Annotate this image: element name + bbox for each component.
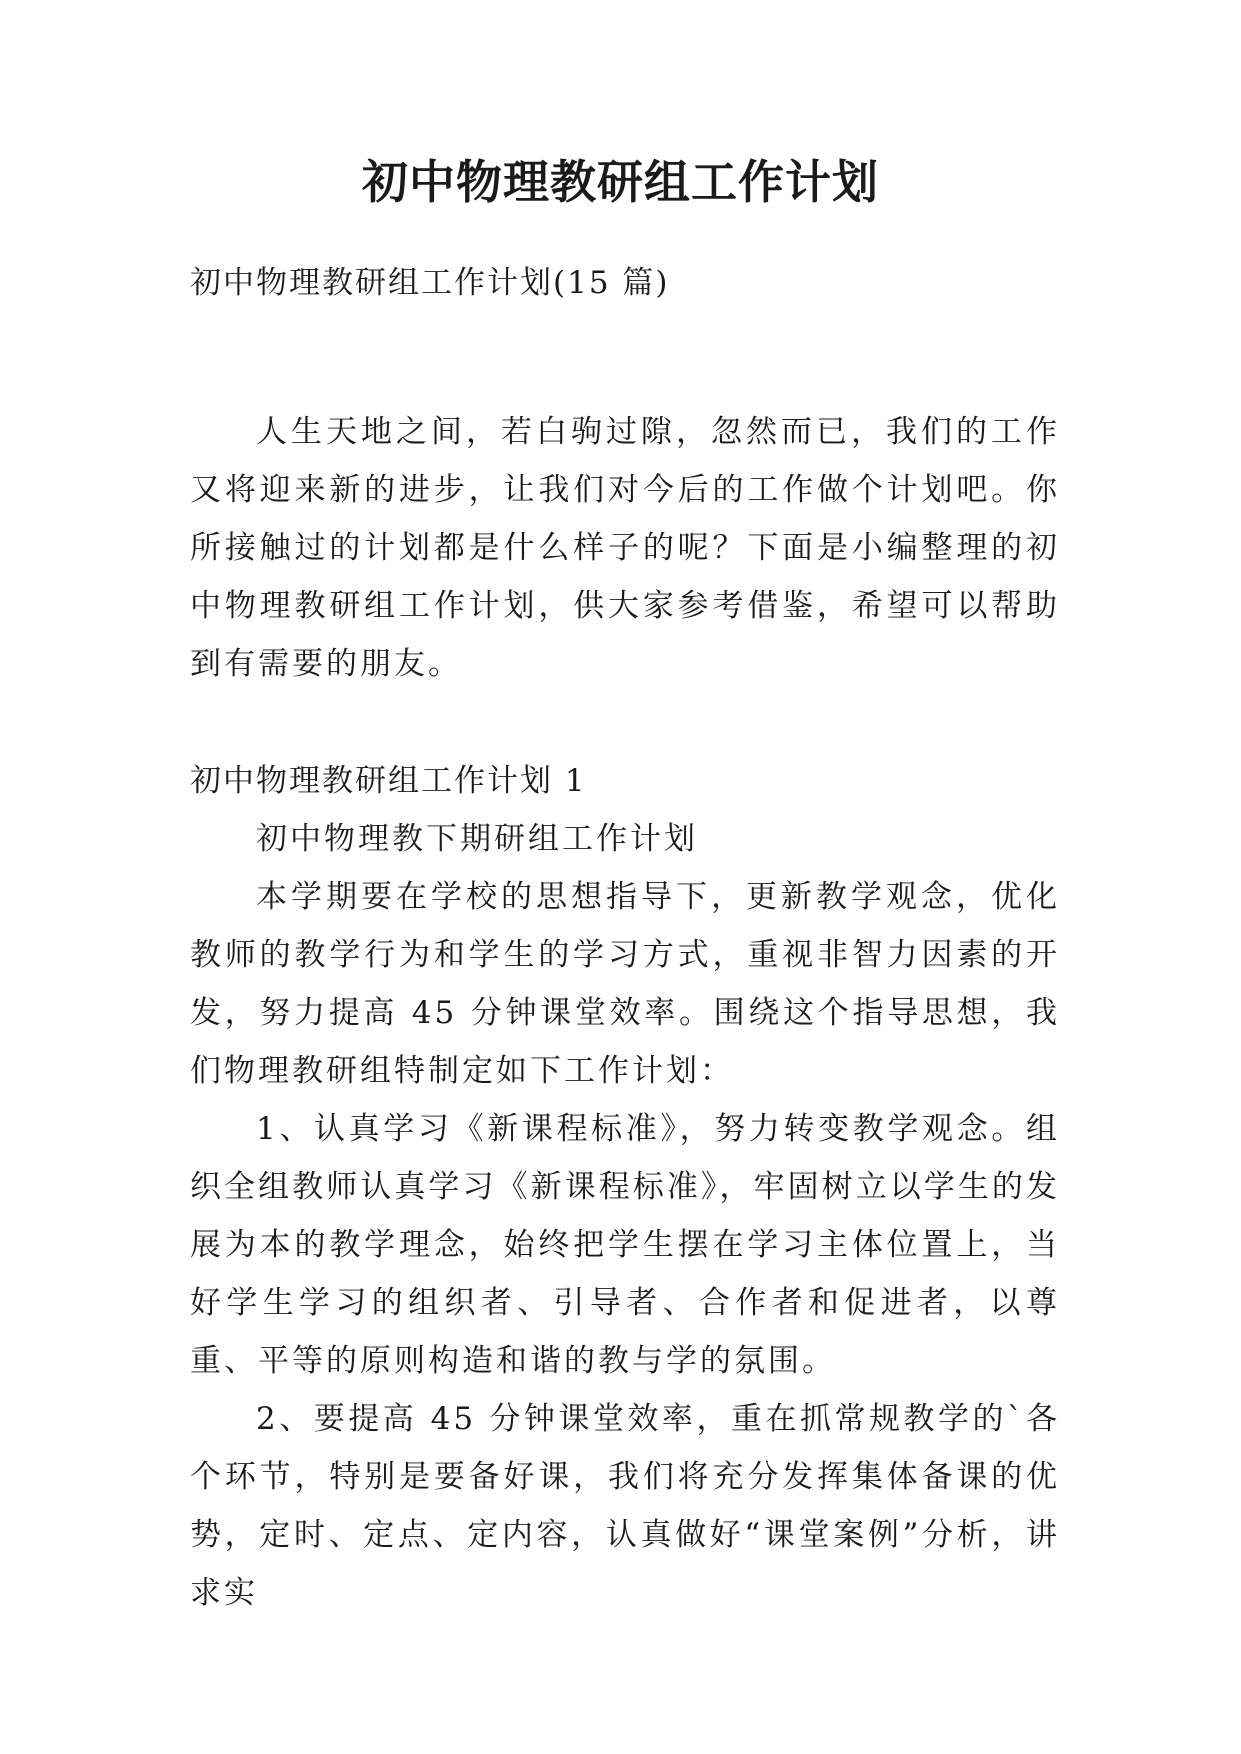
- intro-paragraph: 人生天地之间，若白驹过隙，忽然而已，我们的工作又将迎来新的进步，让我们对今后的工作做个计划吧。你所接触过的计划都是什么样子的呢？下面是小编整理的初中物理教研组工作计划，供大家参考借鉴，希望可以帮助到有需要的朋友。: [190, 414, 1060, 682]
- body-paragraph: 1、认真学习《新课程标准》，努力转变教学观念。组织全组教师认真学习《新课程标准》，牢固树立以学生的发展为本的教学理念，始终把学生摆在学习主体位置上，当好学生学习的组织者、引导者、合作者和促进者，以尊重、平等的原则构造和谐的教与学的氛围。: [190, 1111, 1060, 1379]
- document-title: 初中物理教研组工作计划: [362, 155, 879, 209]
- body-paragraph: 2、要提高 45 分钟课堂效率，重在抓常规教学的`各个环节，特别是要备好课，我们将充分发挥集体备课的优势，定时、定点、定内容，认真做好“课堂案例”分析，讲求实: [190, 1401, 1060, 1611]
- document-subtitle: 初中物理教研组工作计划(15 篇): [190, 265, 670, 301]
- section-heading: 初中物理教研组工作计划 1: [190, 763, 587, 799]
- body-paragraph: 本学期要在学校的思想指导下，更新教学观念，优化教师的教学行为和学生的学习方式，重视非智力因素的开发，努力提高 45 分钟课堂效率。围绕这个指导思想，我们物理教研组特制定如下工作计划：: [190, 879, 1060, 1089]
- section-subheading: 初中物理教下期研组工作计划: [256, 821, 698, 857]
